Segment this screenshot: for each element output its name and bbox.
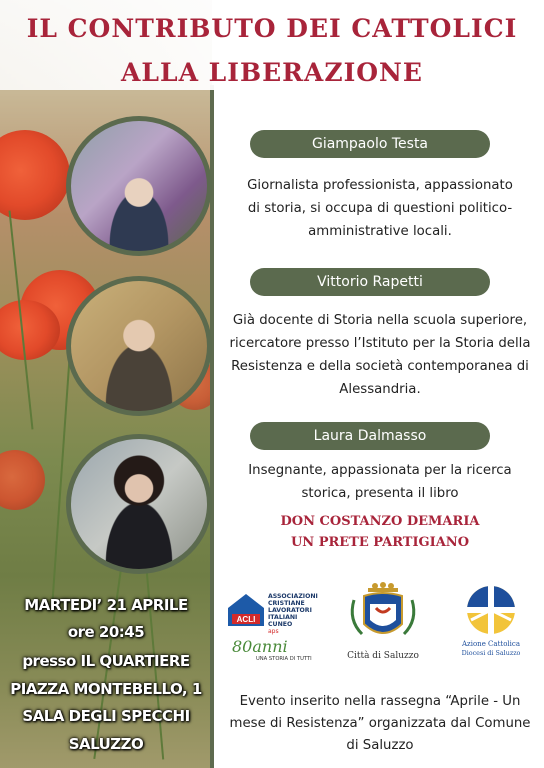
bio-line: ricercatore presso l’Istituto per la Storia della (229, 336, 531, 351)
event-time: ore 20:45 (67, 623, 145, 641)
acli-badge-text: ACLI (236, 615, 256, 624)
bio-line: Resistenza e della società contemporanea di (231, 359, 529, 374)
book-title-line-2: UN PRETE PARTIGIANO (290, 535, 470, 550)
ac-logo-line: Diocesi di Saluzzo (461, 649, 521, 657)
book-title-line-1: DON COSTANZO DEMARIA (280, 514, 480, 529)
bio-line: Insegnante, appassionata per la ricerca (248, 463, 512, 478)
acli-anniversary: 80anni (232, 637, 288, 656)
speaker-photo-laura-dalmasso (66, 434, 212, 574)
speaker-bio (225, 459, 535, 505)
azione-cattolica-logo (446, 584, 536, 664)
ac-logo-line: Azione Cattolica (461, 640, 521, 648)
bio-line: amministrative locali. (308, 224, 452, 239)
city-logo-label: Città di Saluzzo (347, 651, 419, 661)
speaker-photo-giampaolo-testa (66, 116, 212, 256)
acli-text-line: CRISTIANE (268, 600, 305, 607)
bio-line: Già docente di Storia nella scuola superiore, (232, 313, 528, 328)
speaker-name-pill: Giampaolo Testa (250, 130, 490, 158)
title-line-2: ALLA LIBERAZIONE (121, 58, 423, 87)
speaker-photo-vittorio-rapetti (66, 276, 212, 416)
citta-di-saluzzo-logo (340, 580, 426, 664)
bio-line: storica, presenta il libro (301, 486, 459, 501)
poppy-flower (0, 450, 45, 510)
poppy-flower (0, 130, 70, 220)
event-room: SALA DEGLI SPECCHI (22, 707, 190, 725)
footnote (222, 691, 538, 757)
acli-text-line: ITALIANI (268, 614, 298, 621)
poppy-stem (51, 350, 71, 610)
speaker-name-pill: Vittorio Rapetti (250, 268, 490, 296)
speaker-name-pill: Laura Dalmasso (250, 422, 490, 450)
speaker-bio (225, 309, 535, 401)
poppy-flower (0, 300, 60, 360)
footnote-line: di Saluzzo (346, 738, 414, 753)
acli-text-line: CUNEO (268, 621, 293, 628)
bio-line: di storia, si occupa di questioni politico- (247, 201, 513, 216)
title-line-1: IL CONTRIBUTO DEI CATTOLICI (26, 14, 518, 43)
event-date: MARTEDI’ 21 APRILE (24, 596, 188, 614)
footnote-line: mese di Resistenza” organizzata dal Comune (229, 716, 531, 731)
acli-text-line: ASSOCIAZIONI (268, 593, 318, 600)
footnote-line: Evento inserito nella rassegna “Aprile - Un (239, 694, 521, 709)
event-city: SALUZZO (68, 735, 144, 753)
event-address: PIAZZA MONTEBELLO, 1 (10, 680, 202, 698)
bio-line: Alessandria. (339, 382, 421, 397)
acli-tagline: UNA STORIA DI TUTTI (256, 656, 312, 662)
acli-logo (226, 588, 326, 664)
speaker-bio (225, 174, 535, 243)
acli-aps: aps (268, 628, 279, 635)
bio-line: Giornalista professionista, appassionato (247, 178, 513, 193)
event-venue: presso IL QUARTIERE (22, 652, 190, 670)
acli-text-line: LAVORATORI (268, 607, 312, 614)
